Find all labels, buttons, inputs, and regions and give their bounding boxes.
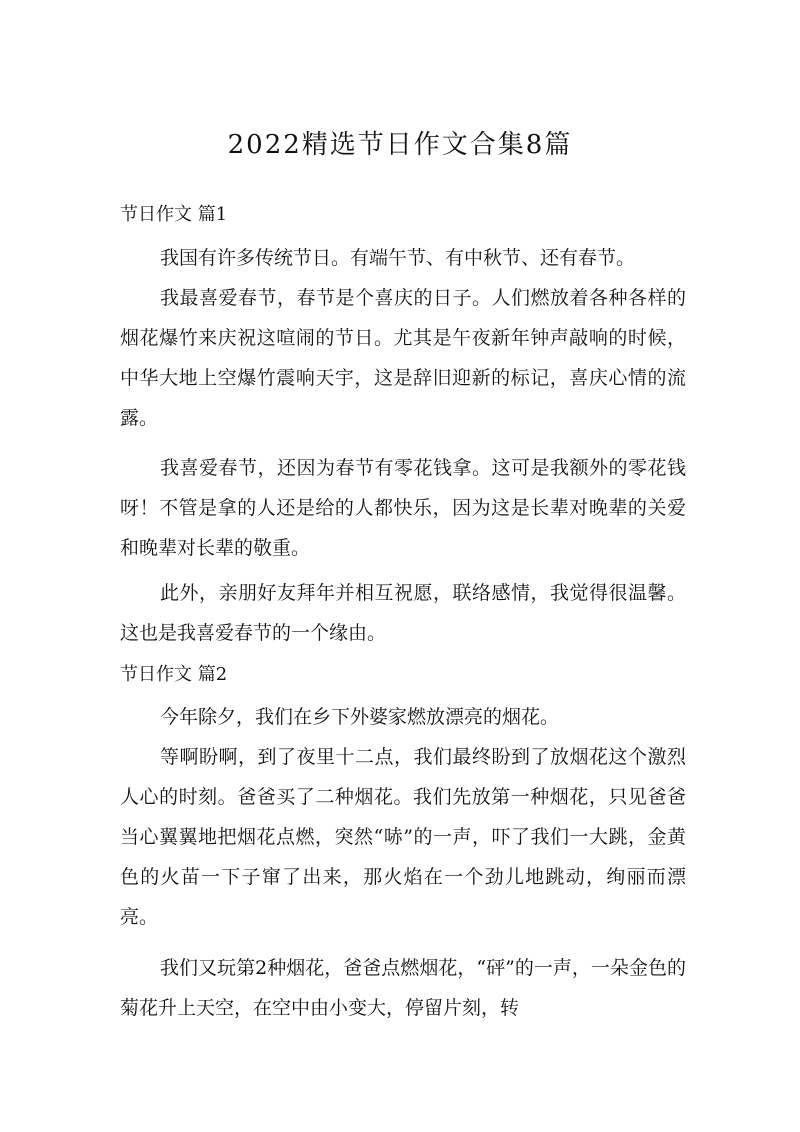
section-heading-1: 节日作文 篇1 (120, 204, 228, 225)
section-heading-2: 节日作文 篇2 (120, 664, 228, 685)
paragraph: 今年除夕，我们在乡下外婆家燃放漂亮的烟花。 (160, 706, 560, 728)
paragraph: 我喜爱春节，还因为春节有零花钱拿。这可是我额外的零花钱呀！不管是拿的人还是给的人都快乐，因为这是长辈对晚辈的关爱和晚辈对长辈的敬重。 (120, 457, 686, 559)
paragraph: 等啊盼啊，到了夜里十二点，我们最终盼到了放烟花这个激烈人心的时刻。爸爸买了二种烟花。我们先放第一种烟花，只见爸爸当心翼翼地把烟花点燃，突然“哧”的一声，吓了我们一大跳，金黄色的火苗一下子窜了出来，那火焰在一个劲儿地跳动，绚丽而漂亮。 (120, 746, 686, 928)
page-title: 2022精选节日作文合集8篇 (227, 130, 573, 160)
paragraph: 我国有许多传统节日。有端午节、有中秋节、还有春节。 (160, 247, 636, 269)
paragraph: 我最喜爱春节，春节是个喜庆的日子。人们燃放着各种各样的烟花爆竹来庆祝这喧闹的节日。尤其是午夜新年钟声敲响的时候，中华大地上空爆竹震响天宇，这是辞旧迎新的标记，喜庆心情的流露。 (120, 287, 686, 429)
paragraph: 我们又玩第2种烟花，爸爸点燃烟花，“砰”的一声，一朵金色的菊花升上天空，在空中由小变大，停留片刻，转 (120, 957, 686, 1019)
paragraph: 此外，亲朋好友拜年并相互祝愿，联络感情，我觉得很温馨。这也是我喜爱春节的一个缘由。 (120, 582, 686, 644)
